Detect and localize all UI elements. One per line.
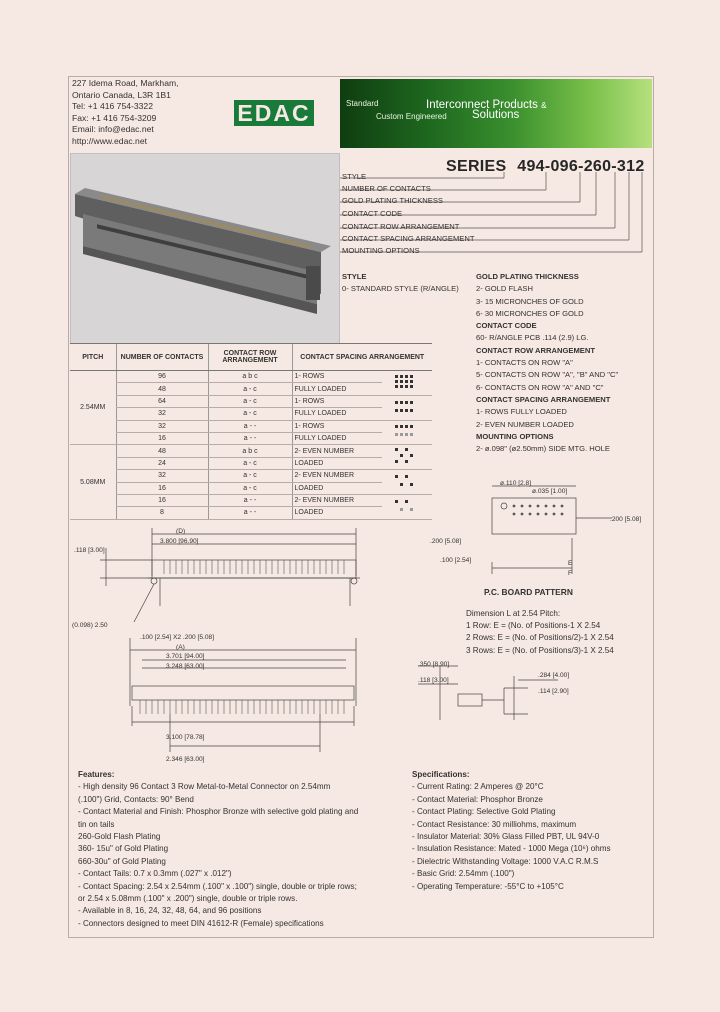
pattern-icon: [382, 494, 432, 519]
table-row: [70, 482, 432, 494]
dim-pcb-f: F: [568, 570, 573, 577]
dim-mount-hole: (0.098) 2.50: [72, 622, 108, 629]
edac-logo: [234, 100, 314, 126]
dim-a-label: (A): [176, 644, 185, 651]
dim-side-offset: .118 [3.00]: [418, 677, 449, 684]
table-row: [70, 395, 432, 407]
mounting-title: MOUNTING OPTIONS: [476, 431, 554, 441]
arrangement-cell: a - -: [208, 507, 292, 519]
code-label-contact-code: CONTACT CODE: [342, 209, 403, 218]
contacts-cell: 48: [116, 445, 208, 457]
address-line[interactable]: Email: info@edac.net: [72, 124, 154, 134]
table-row: [70, 432, 432, 444]
spacing-cell: FULLY LOADED: [292, 432, 382, 444]
contacts-cell: 64: [116, 395, 208, 407]
spacing-cell: 1- ROWS: [292, 371, 382, 383]
arrangement-cell: a - -: [208, 494, 292, 506]
dim-d-value: 3.800 [96.90]: [160, 538, 199, 545]
address-line: 227 Idema Road, Markham,: [72, 78, 179, 88]
row-arrangement-item: 6- CONTACTS ON ROW "A" AND "C": [476, 382, 604, 392]
address-line: Tel: +1 416 754-3322: [72, 101, 153, 111]
plating-title: GOLD PLATING THICKNESS: [476, 272, 579, 281]
dim-b1: 3.100 [78.78]: [166, 734, 205, 741]
logo-text: EDAC: [237, 100, 311, 126]
spacing-cell: FULLY LOADED: [292, 408, 382, 420]
dim-pcb-hole: ø.110 [2.8]: [500, 480, 532, 487]
spacing-title: CONTACT SPACING ARRANGEMENT: [476, 394, 611, 404]
row-arrangement-item: 5- CONTACTS ON ROW "A", "B" AND "C": [476, 370, 619, 380]
dim-side-tail: .284 [4.00]: [538, 672, 570, 679]
contacts-cell: 8: [116, 507, 208, 519]
connector-dimension-drawing: [70, 526, 390, 766]
series-code: 494-096-260-312: [517, 158, 645, 175]
dim-side-tail-length: .114 [2.90]: [538, 688, 569, 695]
pcb-intro: Dimension L at 2.54 Pitch:: [466, 609, 561, 618]
spec-line: - Contact Plating: Selective Gold Plating: [412, 807, 556, 817]
spacing-cell: 2- EVEN NUMBER: [292, 470, 382, 482]
arrangement-cell: a b c: [208, 445, 292, 457]
pattern-icon: [382, 420, 432, 445]
address-line[interactable]: http://www.edac.net: [72, 135, 147, 146]
code-label-style: STYLE: [342, 172, 367, 181]
dim-pitch-note: .100 [2.54] X2 .200 [5.08]: [140, 634, 215, 641]
arrangement-cell: a - c: [208, 408, 292, 420]
pattern-icon: [382, 470, 432, 495]
spec-line: - Contact Resistance: 30 milliohms, maximum: [412, 819, 577, 829]
spacing-item: 2- EVEN NUMBER LOADED: [476, 419, 574, 429]
dim-pcb-right: .200 [5.08]: [610, 516, 642, 523]
contacts-cell: 24: [116, 457, 208, 469]
table-row: [70, 445, 432, 457]
feature-line: 660-30u" of Gold Plating: [78, 856, 166, 866]
pcb-formula: 1 Row: E = (No. of Positions-1 X 2.54: [466, 621, 601, 631]
spec-line: - Operating Temperature: -55°C to +105°C: [412, 881, 564, 891]
pcb-formula: 3 Rows: E = (No. of Positions/3)-1 X 2.54: [466, 645, 614, 655]
banner-solutions: Solutions: [472, 109, 520, 121]
code-label-spacing: CONTACT SPACING ARRANGEMENT: [342, 234, 475, 243]
header-banner: [340, 79, 652, 148]
feature-line: - Connectors designed to meet DIN 41612-R (Female) specifications: [78, 918, 324, 928]
code-label-plating: GOLD PLATING THICKNESS: [342, 196, 443, 205]
contacts-cell: 96: [116, 371, 208, 383]
feature-line: - Contact Spacing: 2.54 x 2.54mm (.100" x .100") single, double or triple rows;: [78, 881, 357, 891]
ordering-options: [476, 271, 618, 455]
contacts-cell: 16: [116, 494, 208, 506]
banner-amp: &: [541, 101, 547, 110]
arrangement-cell: a - c: [208, 457, 292, 469]
arrangement-cell: a - c: [208, 383, 292, 395]
contacts-cell: 16: [116, 432, 208, 444]
spacing-cell: LOADED: [292, 457, 382, 469]
dim-b2: 2.346 [63.00]: [166, 756, 205, 763]
mounting-item: 2- ø.098" (ø2.50mm) SIDE MTG. HOLE: [476, 444, 610, 454]
pitch-cell: 5.08MM: [70, 445, 116, 519]
pitch-cell: 2.54MM: [70, 371, 116, 445]
contacts-cell: 32: [116, 470, 208, 482]
dim-a1: 3.701 [94.00]: [166, 653, 205, 660]
company-address: [72, 78, 179, 147]
banner-interconnect-text: Interconnect Products: [426, 99, 538, 111]
address-line: Fax: +1 416 754-3209: [72, 112, 157, 123]
table-row: [70, 494, 432, 506]
th-spacing: CONTACT SPACING ARRANGEMENT: [292, 344, 432, 371]
spacing-cell: LOADED: [292, 482, 382, 494]
table-row: [70, 457, 432, 469]
spacing-cell: 1- ROWS: [292, 395, 382, 407]
dim-left-offset: .118 [3.00]: [74, 547, 105, 554]
spacing-cell: 2- EVEN NUMBER: [292, 494, 382, 506]
plating-item: 3- 15 MICRONCHES OF GOLD: [476, 296, 584, 306]
feature-line: - Contact Tails: 0.7 x 0.3mm (.027" x .012"): [78, 869, 232, 879]
table-row: [70, 383, 432, 395]
table-row: [70, 420, 432, 432]
table-row: [70, 371, 432, 383]
contact-code-item: 60- R/ANGLE PCB .114 (2.9) LG.: [476, 333, 589, 343]
feature-line: or 2.54 x 5.08mm (.100" x .200") single, double or triple rows.: [78, 894, 298, 904]
feature-line: - Contact Material and Finish: Phosphor Bronze with selective gold plating and: [78, 807, 359, 817]
pcb-formula: 2 Rows: E = (No. of Positions/2)-1 X 2.54: [466, 633, 614, 643]
arrangement-cell: a - c: [208, 482, 292, 494]
side-view-drawing: [418, 660, 598, 740]
spacing-cell: 1- ROWS: [292, 420, 382, 432]
contacts-cell: 32: [116, 420, 208, 432]
th-row-arrangement: CONTACT ROW ARRANGEMENT: [208, 344, 292, 371]
specs-title: Specifications:: [412, 770, 470, 779]
table-row: [70, 470, 432, 482]
plating-item: 6- 30 MICRONCHES OF GOLD: [476, 308, 584, 318]
dim-side-height: .350 [8.90]: [418, 661, 450, 668]
address-line: Ontario Canada, L3R 1B1: [72, 89, 171, 100]
dim-pcb-pin-hole: ø.035 [1.00]: [532, 488, 568, 495]
spec-line: - Contact Material: Phosphor Bronze: [412, 794, 543, 804]
th-contacts: NUMBER OF CONTACTS: [116, 344, 208, 371]
spacing-item: 1- ROWS FULLY LOADED: [476, 407, 567, 417]
code-label-mounting: MOUNTING OPTIONS: [342, 246, 420, 255]
table-row: [70, 408, 432, 420]
spacing-cell: 2- EVEN NUMBER: [292, 445, 382, 457]
feature-line: 260-Gold Flash Plating: [78, 832, 161, 842]
features-section: [78, 769, 358, 930]
style-title: STYLE: [342, 272, 367, 281]
style-item: 0- STANDARD STYLE (R/ANGLE): [342, 284, 459, 294]
pcb-formulas: [466, 608, 614, 657]
spec-line: - Insulator Material: 30% Glass Filled PBT, UL 94V-0: [412, 832, 600, 842]
feature-line: - Available in 8, 16, 24, 32, 48, 64, and 96 positions: [78, 906, 262, 916]
series-prefix: SERIES: [446, 158, 507, 175]
table-row: [70, 507, 432, 519]
spec-line: - Basic Grid: 2.54mm (.100"): [412, 869, 515, 879]
banner-standard: Standard: [346, 99, 379, 108]
pcb-pattern-title: P.C. BOARD PATTERN: [484, 587, 573, 597]
style-section: [342, 271, 459, 296]
arrangement-cell: a - -: [208, 420, 292, 432]
spec-line: - Current Rating: 2 Amperes @ 20°C: [412, 782, 544, 792]
spec-line: - Insulation Resistance: Mated - 1000 Mega (10⁶) ohms: [412, 844, 611, 854]
contacts-cell: 16: [116, 482, 208, 494]
arrangement-cell: a - -: [208, 432, 292, 444]
arrangement-cell: a - c: [208, 395, 292, 407]
pattern-icon: [382, 371, 432, 396]
row-arrangement-title: CONTACT ROW ARRANGEMENT: [476, 345, 595, 355]
spacing-cell: LOADED: [292, 507, 382, 519]
feature-line: 360- 15u" of Gold Plating: [78, 844, 169, 854]
spec-line: - Dielectric Withstanding Voltage: 1000 V.A.C R.M.S: [412, 856, 599, 866]
code-label-contacts: NUMBER OF CONTACTS: [342, 184, 431, 193]
dim-pcb-e: E: [568, 560, 573, 567]
row-arrangement-item: 1- CONTACTS ON ROW "A": [476, 358, 573, 368]
contact-code-title: CONTACT CODE: [476, 321, 537, 331]
feature-line: - High density 96 Contact 3 Row Metal-to-Metal Connector on 2.54mm: [78, 782, 331, 792]
dim-pcb-row: .200 [5.08]: [430, 538, 462, 545]
code-label-row-arrangement: CONTACT ROW ARRANGEMENT: [342, 222, 460, 231]
arrangement-cell: a - c: [208, 470, 292, 482]
arrangement-cell: a b c: [208, 371, 292, 383]
contacts-cell: 32: [116, 408, 208, 420]
contact-arrangement-table: [70, 343, 432, 520]
contacts-cell: 48: [116, 383, 208, 395]
feature-line: tin on tails: [78, 819, 115, 829]
features-title: Features:: [78, 770, 115, 779]
dim-a2: 3.248 [63.00]: [166, 663, 205, 670]
connector-render: [71, 154, 339, 343]
pattern-icon: [382, 445, 432, 470]
feature-line: (.100") Grid, Contacts: 90° Bend: [78, 794, 194, 804]
spacing-cell: FULLY LOADED: [292, 383, 382, 395]
pattern-icon: [382, 395, 432, 420]
specifications-section: [412, 769, 611, 893]
product-photo: [70, 153, 340, 344]
dim-d-label: (D): [176, 528, 186, 535]
banner-custom: Custom Engineered: [376, 112, 447, 121]
th-pitch: PITCH: [70, 344, 116, 371]
dim-pcb-pitch: .100 [2.54]: [440, 557, 472, 564]
plating-item: 2- GOLD FLASH: [476, 284, 533, 294]
